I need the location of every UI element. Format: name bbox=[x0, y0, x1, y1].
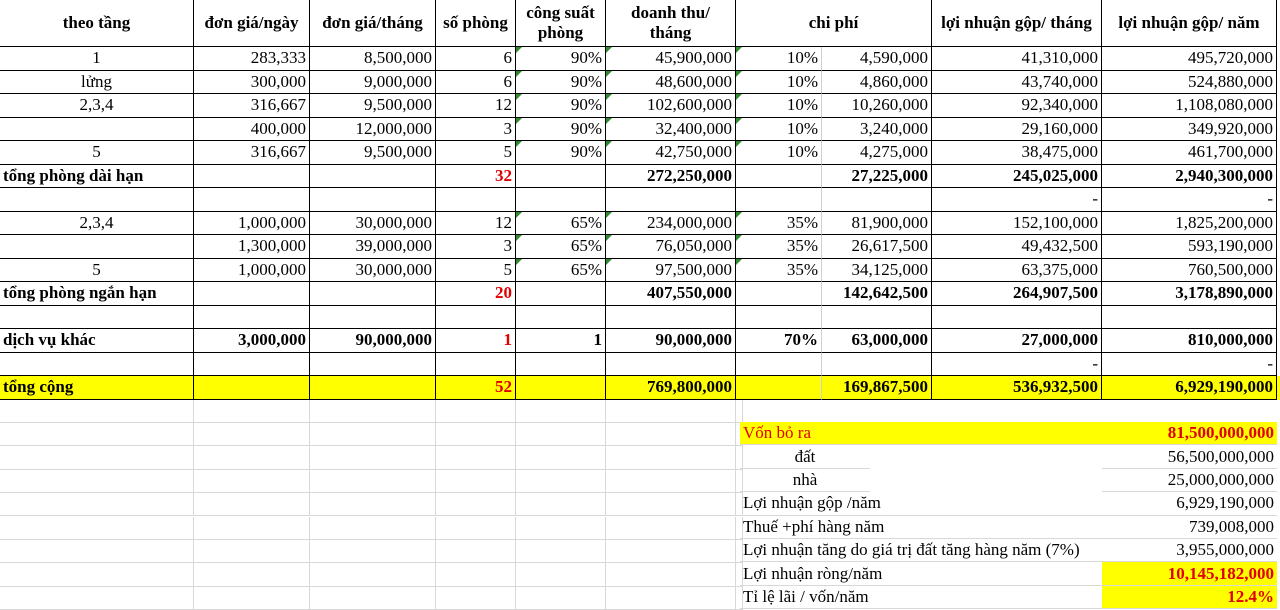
cell-cpct[interactable] bbox=[736, 353, 822, 377]
cell-month[interactable]: 9,500,000 bbox=[310, 94, 436, 118]
empty-cell[interactable] bbox=[736, 400, 743, 423]
cell-rev[interactable]: 42,750,000 bbox=[606, 141, 736, 165]
cell-cost[interactable] bbox=[822, 353, 932, 377]
header-floor[interactable]: theo tầng bbox=[0, 0, 194, 47]
cell-cpct[interactable]: 10% bbox=[736, 141, 822, 165]
cell-gpm[interactable]: 49,432,500 bbox=[932, 235, 1102, 259]
cell-gpy[interactable]: 3,178,890,000 bbox=[1102, 282, 1277, 306]
cell-gpm[interactable]: 38,475,000 bbox=[932, 141, 1102, 165]
cell-rooms[interactable]: 3 bbox=[436, 118, 516, 142]
cell-cap[interactable] bbox=[516, 282, 606, 306]
cell-cap[interactable]: 90% bbox=[516, 118, 606, 142]
cell-month[interactable]: 9,000,000 bbox=[310, 71, 436, 95]
empty-cell[interactable] bbox=[436, 400, 516, 423]
cell-cost[interactable]: 142,642,500 bbox=[822, 282, 932, 306]
summary-label[interactable]: nhà bbox=[740, 469, 870, 492]
cell-cap[interactable]: 90% bbox=[516, 47, 606, 71]
cell-day[interactable]: 316,667 bbox=[194, 141, 310, 165]
cell-rooms[interactable]: 20 bbox=[436, 282, 516, 306]
empty-cell[interactable] bbox=[194, 400, 310, 423]
cell-gpy[interactable]: 2,940,300,000 bbox=[1102, 165, 1277, 189]
cell-cap[interactable]: 90% bbox=[516, 141, 606, 165]
cell-cost[interactable]: 4,590,000 bbox=[822, 47, 932, 71]
cell-cpct[interactable] bbox=[736, 376, 822, 400]
cell-floor[interactable]: 5 bbox=[0, 259, 194, 283]
cell-gpy[interactable]: 1,108,080,000 bbox=[1102, 94, 1277, 118]
cell-floor[interactable]: tổng phòng ngắn hạn bbox=[0, 282, 194, 306]
cell-cpct[interactable]: 35% bbox=[736, 259, 822, 283]
cell-gpy[interactable] bbox=[1102, 306, 1277, 330]
cell-rev[interactable]: 102,600,000 bbox=[606, 94, 736, 118]
cell-gpm[interactable]: 264,907,500 bbox=[932, 282, 1102, 306]
header-capacity[interactable]: công suất phòng bbox=[516, 0, 606, 47]
summary-label[interactable]: Lợi nhuận tăng do giá trị đất tăng hàng năm (7%) bbox=[740, 539, 1102, 562]
cell-gpm[interactable]: 63,375,000 bbox=[932, 259, 1102, 283]
cell-rev[interactable] bbox=[606, 188, 736, 212]
cell-cost[interactable]: 34,125,000 bbox=[822, 259, 932, 283]
header-rooms[interactable]: số phòng bbox=[436, 0, 516, 47]
cell-rev[interactable]: 48,600,000 bbox=[606, 71, 736, 95]
cell-rev[interactable] bbox=[606, 306, 736, 330]
cell-cap[interactable]: 65% bbox=[516, 235, 606, 259]
cell-month[interactable]: 30,000,000 bbox=[310, 259, 436, 283]
header-gross-year[interactable]: lợi nhuận gộp/ năm bbox=[1102, 0, 1277, 47]
cell-rooms[interactable]: 12 bbox=[436, 212, 516, 236]
cell-cap[interactable]: 90% bbox=[516, 94, 606, 118]
cell-cpct[interactable] bbox=[736, 306, 822, 330]
summary-value[interactable]: 3,955,000,000 bbox=[1102, 539, 1277, 562]
header-revenue[interactable]: doanh thu/ tháng bbox=[606, 0, 736, 47]
cell-rooms[interactable] bbox=[436, 306, 516, 330]
cell-day[interactable] bbox=[194, 306, 310, 330]
summary-row bbox=[0, 492, 1280, 515]
cell-rev[interactable]: 769,800,000 bbox=[606, 376, 736, 400]
cell-day[interactable]: 316,667 bbox=[194, 94, 310, 118]
cell-gpm[interactable]: 245,025,000 bbox=[932, 165, 1102, 189]
summary-value[interactable]: 739,008,000 bbox=[1102, 516, 1277, 539]
cell-day[interactable] bbox=[194, 376, 310, 400]
cell-gpy[interactable]: 810,000,000 bbox=[1102, 329, 1277, 353]
cell-gpm[interactable]: 43,740,000 bbox=[932, 71, 1102, 95]
cell-floor[interactable]: 2,3,4 bbox=[0, 94, 194, 118]
cell-gpm[interactable] bbox=[932, 306, 1102, 330]
summary-row bbox=[0, 562, 1280, 585]
cell-gpy[interactable]: 495,720,000 bbox=[1102, 47, 1277, 71]
summary-row bbox=[0, 586, 1280, 609]
cell-rev[interactable]: 234,000,000 bbox=[606, 212, 736, 236]
summary-label[interactable]: Vốn bỏ ra bbox=[740, 422, 1102, 445]
cell-cost[interactable]: 4,275,000 bbox=[822, 141, 932, 165]
cell-month[interactable] bbox=[310, 282, 436, 306]
cell-rev[interactable]: 76,050,000 bbox=[606, 235, 736, 259]
table-row bbox=[0, 188, 1280, 212]
cell-floor[interactable] bbox=[0, 188, 194, 212]
cell-rooms[interactable]: 32 bbox=[436, 165, 516, 189]
cell-gpy[interactable]: 461,700,000 bbox=[1102, 141, 1277, 165]
cell-gpy[interactable]: 6,929,190,000 bbox=[1102, 376, 1277, 400]
cell-rooms[interactable]: 3 bbox=[436, 235, 516, 259]
summary-row bbox=[0, 516, 1280, 539]
cell-cost[interactable] bbox=[822, 188, 932, 212]
cell-floor[interactable] bbox=[0, 353, 194, 377]
cell-cpct[interactable]: 10% bbox=[736, 118, 822, 142]
cell-rooms[interactable]: 6 bbox=[436, 71, 516, 95]
cell-cpct[interactable] bbox=[736, 188, 822, 212]
cell-day[interactable]: 283,333 bbox=[194, 47, 310, 71]
cell-gpm[interactable]: - bbox=[932, 188, 1102, 212]
cell-rev[interactable]: 272,250,000 bbox=[606, 165, 736, 189]
cell-gpm[interactable]: - bbox=[932, 353, 1102, 377]
cell-month[interactable]: 12,000,000 bbox=[310, 118, 436, 142]
cell-rooms[interactable] bbox=[436, 188, 516, 212]
table-row bbox=[0, 235, 1280, 259]
empty-cell[interactable] bbox=[516, 400, 606, 423]
cell-cost[interactable]: 81,900,000 bbox=[822, 212, 932, 236]
cell-floor[interactable]: 5 bbox=[0, 141, 194, 165]
cell-cost[interactable]: 10,260,000 bbox=[822, 94, 932, 118]
cell-rooms[interactable]: 5 bbox=[436, 141, 516, 165]
cell-cpct[interactable]: 10% bbox=[736, 47, 822, 71]
cell-floor[interactable]: 2,3,4 bbox=[0, 212, 194, 236]
cell-month[interactable]: 90,000,000 bbox=[310, 329, 436, 353]
cell-floor[interactable] bbox=[0, 306, 194, 330]
summary-row bbox=[0, 469, 1280, 492]
empty-row bbox=[0, 400, 1280, 423]
summary-value[interactable]: 12.4% bbox=[1102, 586, 1277, 609]
cell-cap[interactable] bbox=[516, 188, 606, 212]
summary-row bbox=[0, 445, 1280, 468]
cell-gpy[interactable]: 524,880,000 bbox=[1102, 71, 1277, 95]
cell-cost[interactable]: 26,617,500 bbox=[822, 235, 932, 259]
cell-day[interactable] bbox=[194, 353, 310, 377]
cell-cap[interactable] bbox=[516, 165, 606, 189]
cell-cap[interactable]: 1 bbox=[516, 329, 606, 353]
summary-value[interactable]: 81,500,000,000 bbox=[1102, 422, 1277, 445]
summary-label[interactable]: Lợi nhuận ròng/năm bbox=[740, 562, 1102, 585]
cell-gpm[interactable]: 29,160,000 bbox=[932, 118, 1102, 142]
cell-cpct[interactable]: 35% bbox=[736, 235, 822, 259]
empty-cell[interactable] bbox=[0, 400, 194, 423]
cell-day[interactable]: 1,300,000 bbox=[194, 235, 310, 259]
header-cost[interactable]: chi phí bbox=[736, 0, 932, 47]
cell-month[interactable] bbox=[310, 353, 436, 377]
cell-day[interactable]: 3,000,000 bbox=[194, 329, 310, 353]
table-row bbox=[0, 165, 1280, 189]
cell-floor[interactable]: tổng cộng bbox=[0, 376, 194, 400]
cell-cap[interactable] bbox=[516, 353, 606, 377]
cell-cost[interactable]: 27,225,000 bbox=[822, 165, 932, 189]
cell-gpy[interactable]: - bbox=[1102, 188, 1277, 212]
cell-month[interactable]: 30,000,000 bbox=[310, 212, 436, 236]
summary-value[interactable]: 6,929,190,000 bbox=[1102, 492, 1277, 515]
cell-day[interactable] bbox=[194, 282, 310, 306]
cell-rev[interactable]: 407,550,000 bbox=[606, 282, 736, 306]
cell-cost[interactable]: 4,860,000 bbox=[822, 71, 932, 95]
cell-cpct[interactable] bbox=[736, 282, 822, 306]
cell-rooms[interactable]: 12 bbox=[436, 94, 516, 118]
table-row bbox=[0, 282, 1280, 306]
cell-rev[interactable] bbox=[606, 353, 736, 377]
table-row bbox=[0, 353, 1280, 377]
cell-gpy[interactable]: 349,920,000 bbox=[1102, 118, 1277, 142]
table-row bbox=[0, 376, 1280, 400]
table-row bbox=[0, 259, 1280, 283]
summary-row bbox=[0, 539, 1280, 562]
cell-rooms[interactable]: 1 bbox=[436, 329, 516, 353]
cell-floor[interactable]: 1 bbox=[0, 47, 194, 71]
cell-floor[interactable]: dịch vụ khác bbox=[0, 329, 194, 353]
cell-rev[interactable]: 90,000,000 bbox=[606, 329, 736, 353]
cell-month[interactable]: 39,000,000 bbox=[310, 235, 436, 259]
cell-cost[interactable]: 3,240,000 bbox=[822, 118, 932, 142]
cell-day[interactable]: 300,000 bbox=[194, 71, 310, 95]
cell-floor[interactable] bbox=[0, 235, 194, 259]
cell-cap[interactable]: 65% bbox=[516, 259, 606, 283]
cell-rooms[interactable]: 5 bbox=[436, 259, 516, 283]
cell-gpm[interactable]: 27,000,000 bbox=[932, 329, 1102, 353]
table-row bbox=[0, 306, 1280, 330]
cell-month[interactable] bbox=[310, 376, 436, 400]
header-price-month[interactable]: đơn giá/tháng bbox=[310, 0, 436, 47]
cell-cost[interactable]: 169,867,500 bbox=[822, 376, 932, 400]
cell-month[interactable]: 9,500,000 bbox=[310, 141, 436, 165]
table-row bbox=[0, 212, 1280, 236]
cell-floor[interactable]: lửng bbox=[0, 71, 194, 95]
table-row bbox=[0, 141, 1280, 165]
cell-month[interactable] bbox=[310, 165, 436, 189]
table-row bbox=[0, 71, 1280, 95]
cell-cpct[interactable]: 70% bbox=[736, 329, 822, 353]
cell-gpy[interactable]: 593,190,000 bbox=[1102, 235, 1277, 259]
cell-cap[interactable] bbox=[516, 306, 606, 330]
summary-value[interactable]: 25,000,000,000 bbox=[1102, 469, 1277, 492]
cell-cpct[interactable]: 35% bbox=[736, 212, 822, 236]
cell-month[interactable]: 8,500,000 bbox=[310, 47, 436, 71]
summary-label[interactable]: đất bbox=[740, 445, 870, 468]
cell-gpy[interactable]: 1,825,200,000 bbox=[1102, 212, 1277, 236]
cell-cap[interactable]: 90% bbox=[516, 71, 606, 95]
cell-rev[interactable]: 32,400,000 bbox=[606, 118, 736, 142]
cell-cost[interactable] bbox=[822, 306, 932, 330]
table-row bbox=[0, 47, 1280, 71]
table-row bbox=[0, 329, 1280, 353]
table-row bbox=[0, 118, 1280, 142]
cell-cost[interactable]: 63,000,000 bbox=[822, 329, 932, 353]
summary-label[interactable]: Tỉ lệ lãi / vốn/năm bbox=[740, 586, 1102, 609]
cell-cpct[interactable] bbox=[736, 165, 822, 189]
cell-rev[interactable]: 45,900,000 bbox=[606, 47, 736, 71]
summary-label[interactable]: Lợi nhuận gộp /năm bbox=[740, 492, 1102, 515]
cell-rooms[interactable]: 6 bbox=[436, 47, 516, 71]
empty-cell[interactable] bbox=[310, 400, 436, 423]
cell-day[interactable]: 1,000,000 bbox=[194, 259, 310, 283]
header-price-day[interactable]: đơn giá/ngày bbox=[194, 0, 310, 47]
summary-value[interactable]: 10,145,182,000 bbox=[1102, 562, 1277, 585]
header-row bbox=[0, 0, 1280, 47]
cell-rooms[interactable]: 52 bbox=[436, 376, 516, 400]
empty-cell[interactable] bbox=[606, 400, 736, 423]
summary-row bbox=[0, 422, 1280, 445]
cell-gpm[interactable]: 92,340,000 bbox=[932, 94, 1102, 118]
cell-gpm[interactable]: 536,932,500 bbox=[932, 376, 1102, 400]
summary-label[interactable]: Thuế +phí hàng năm bbox=[740, 516, 1102, 539]
cell-rev[interactable]: 97,500,000 bbox=[606, 259, 736, 283]
table-row bbox=[0, 94, 1280, 118]
cell-cpct[interactable]: 10% bbox=[736, 71, 822, 95]
summary-value[interactable]: 56,500,000,000 bbox=[1102, 445, 1277, 468]
cell-month[interactable] bbox=[310, 306, 436, 330]
cell-gpm[interactable]: 41,310,000 bbox=[932, 47, 1102, 71]
cell-day[interactable] bbox=[194, 188, 310, 212]
cell-day[interactable]: 1,000,000 bbox=[194, 212, 310, 236]
cell-cap[interactable]: 65% bbox=[516, 212, 606, 236]
cell-day[interactable]: 400,000 bbox=[194, 118, 310, 142]
cell-cpct[interactable]: 10% bbox=[736, 94, 822, 118]
cell-day[interactable] bbox=[194, 165, 310, 189]
cell-floor[interactable] bbox=[0, 118, 194, 142]
cell-floor[interactable]: tổng phòng dài hạn bbox=[0, 165, 194, 189]
cell-gpy[interactable]: 760,500,000 bbox=[1102, 259, 1277, 283]
cell-gpy[interactable]: - bbox=[1102, 353, 1277, 377]
cell-month[interactable] bbox=[310, 188, 436, 212]
header-gross-month[interactable]: lợi nhuận gộp/ tháng bbox=[932, 0, 1102, 47]
cell-gpm[interactable]: 152,100,000 bbox=[932, 212, 1102, 236]
cell-cap[interactable] bbox=[516, 376, 606, 400]
cell-rooms[interactable] bbox=[436, 353, 516, 377]
